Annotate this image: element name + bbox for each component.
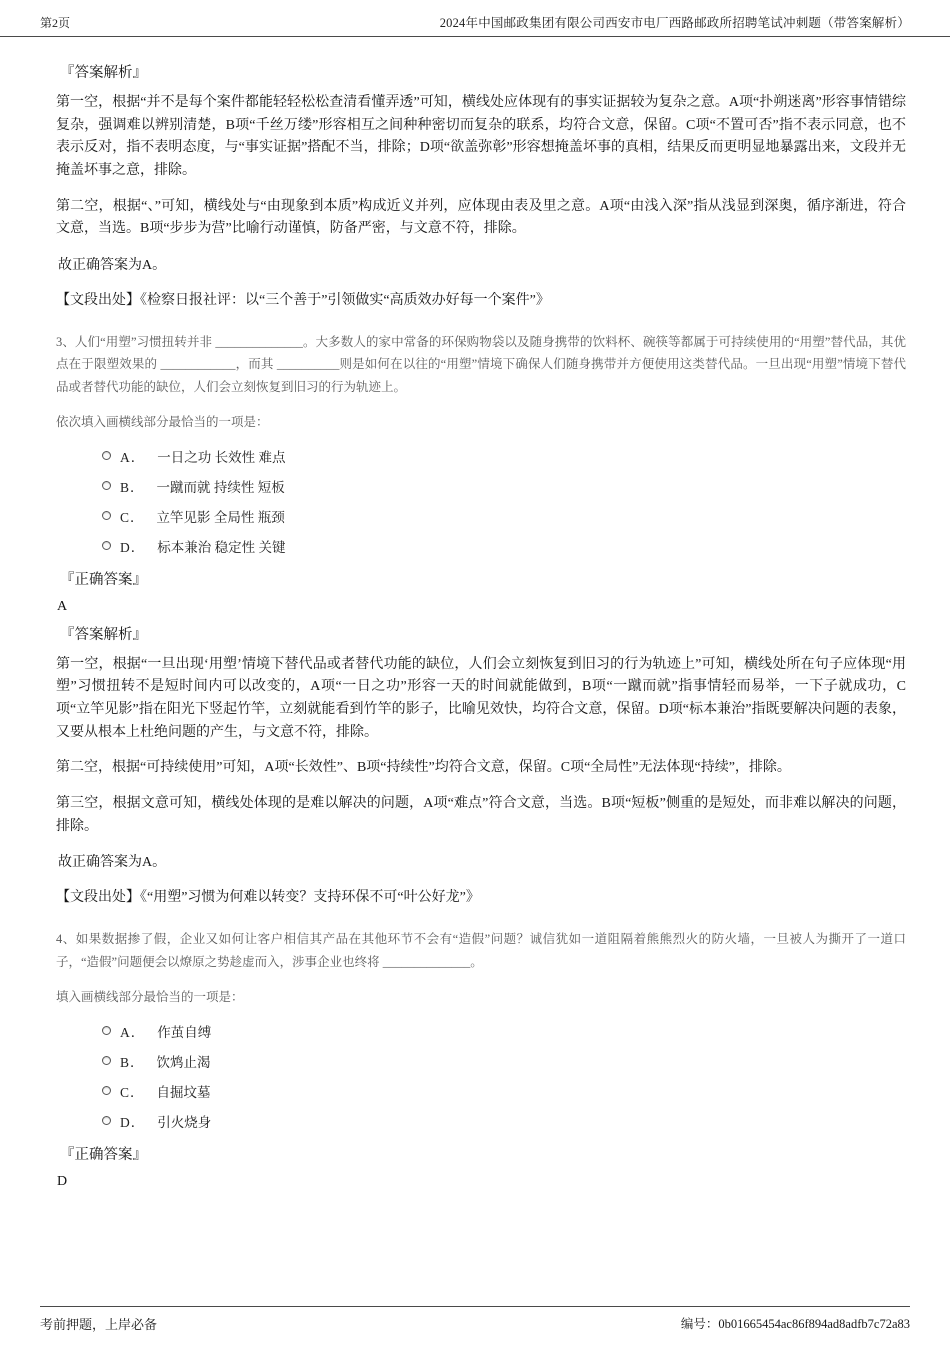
page-content — [0, 37, 950, 1190]
option-letter: A． — [120, 449, 146, 465]
option-letter: D． — [120, 1114, 146, 1130]
option-text: 引火烧身 — [157, 1114, 212, 1130]
radio-button-icon[interactable] — [102, 481, 111, 490]
option-letter: C． — [120, 1084, 145, 1100]
radio-button-icon[interactable] — [102, 1086, 111, 1095]
option-text: 自掘坟墓 — [156, 1084, 211, 1100]
correct-answer-heading: 『正确答案』 — [60, 571, 147, 588]
option-letter: A． — [120, 1024, 146, 1040]
analysis-paragraph: 第一空，根据“并不是每个案件都能轻轻松松查清看懂弄透”可知，横线处应体现有的事实证据较为复杂之意。A项“扑朔迷离”形容事情错综复杂，强调难以辨别清楚，B项“千丝万缕”形容相互之间种种密切而复杂的联系，均符合文意，保留。C项“不置可否”指不表示同意，也不表示反对，指不表明态度，与“事实证据”搭配不当，排除；D项“欲盖弥彰”形容想掩盖坏事的真相，结果反而更明显地暴露出来，文段并无掩盖坏事之意，排除。 — [56, 95, 906, 179]
option-text: 作茧自缚 — [157, 1024, 212, 1040]
analysis-heading: 『答案解析』 — [60, 65, 147, 81]
radio-button-icon[interactable] — [102, 541, 111, 550]
radio-button-icon[interactable] — [102, 1026, 111, 1035]
option-text: 标本兼治 稳定性 关键 — [157, 539, 286, 555]
document-title: 2024年中国邮政集团有限公司西安市电厂西路邮政所招聘笔试冲刺题（带答案解析） — [439, 16, 910, 30]
question3-correct-answer: A — [57, 598, 68, 614]
question3-prompt: 依次填入画横线部分最恰当的一项是： — [56, 414, 269, 429]
analysis-paragraph: 第三空，根据文意可知，横线处体现的是难以解决的问题，A项“难点”符合文意，当选。B项“短板”侧重的是短处，而非难以解决的问题，排除。 — [56, 796, 906, 834]
passage-source: 【文段出处】《检察日报社评：以“三个善于”引领做实“高质效办好每一个案件”》 — [56, 293, 550, 309]
question4-stem: 4、如果数据掺了假，企业又如何让客户相信其产品在其他环节不会有“造假”问题？诚信犹如一道阻隔着熊熊烈火的防火墙，一旦被人为撕开了一道口子，“造假”问题便会以燎原之势趁虚而入，涉事企业也终将 ______________。 — [56, 932, 906, 969]
question4-option-a[interactable] — [102, 1021, 906, 1041]
question3-stem: 3、人们“用塑”习惯扭转并非 ______________。大多数人的家中常备的环保购物袋以及随身携带的饮料杯、碗筷等都属于可持续使用的“用塑”替代品，其优点在于限塑效果的 ____________，而其 __________则是如何在以往的“用塑”情境下确保人们随身携带并方便使用这类替代品。一旦出现“用塑”情境下替代品或者替代功能的缺位，人们会立刻恢复到旧习的行为轨迹上。 — [56, 335, 906, 394]
radio-button-icon[interactable] — [102, 1116, 111, 1125]
question4-prompt: 填入画横线部分最恰当的一项是： — [56, 989, 244, 1004]
option-letter: D． — [120, 539, 146, 555]
question4-option-d[interactable] — [102, 1111, 906, 1131]
page-header — [0, 0, 950, 37]
question4-options — [102, 1021, 906, 1131]
analysis-heading: 『答案解析』 — [60, 626, 147, 643]
analysis-paragraph: 第一空，根据“一旦出现‘用塑’情境下替代品或者替代功能的缺位，人们会立刻恢复到旧习的行为轨迹上”可知，横线处所在句子应体现“用塑”习惯扭转不是短时间内可以改变的，A项“一日之功”形容一天的时间就能做到，B项“一蹴而就”指事情轻而易举，一下子就成功，C项“立竿见影”指在阳光下竖起竹竿，立刻就能看到竹竿的影子，比喻见效快，均符合文意，保留。D项“标本兼治”指既要解决问题的表象，又要从根本上杜绝问题的产生，与文意不符，排除。 — [56, 656, 906, 740]
analysis-conclusion: 故正确答案为A。 — [58, 258, 167, 274]
page-number: 第2页 — [40, 16, 71, 30]
radio-button-icon[interactable] — [102, 451, 111, 460]
correct-answer-heading: 『正确答案』 — [60, 1146, 147, 1163]
question3-option-a[interactable] — [102, 446, 906, 466]
option-letter: B． — [120, 1054, 145, 1070]
footer-serial-number: 编号：0b01665454ac86f894ad8adfb7c72a83 — [680, 1317, 910, 1331]
footer-slogan: 考前押题，上岸必备 — [40, 1317, 158, 1332]
option-letter: B． — [120, 479, 145, 495]
question4-correct-answer: D — [57, 1173, 68, 1189]
radio-button-icon[interactable] — [102, 511, 111, 520]
passage-source: 【文段出处】《“用塑”习惯为何难以转变？支持环保不可“叶公好龙”》 — [56, 890, 480, 906]
page-footer — [40, 1306, 910, 1333]
question3-options — [102, 446, 906, 556]
analysis-conclusion: 故正确答案为A。 — [58, 855, 167, 871]
option-text: 饮鸩止渴 — [156, 1054, 211, 1070]
question3-option-b[interactable] — [102, 476, 906, 496]
radio-button-icon[interactable] — [102, 1056, 111, 1065]
question4-option-c[interactable] — [102, 1081, 906, 1101]
question4-option-b[interactable] — [102, 1051, 906, 1071]
analysis-paragraph: 第二空，根据“、”可知，横线处与“由现象到本质”构成近义并列，应体现由表及里之意。A项“由浅入深”指从浅显到深奥，循序渐进，符合文意，当选。B项“步步为营”比喻行动谨慎，防备严密，与文意不符，排除。 — [56, 198, 906, 237]
question3-option-d[interactable] — [102, 536, 906, 556]
option-letter: C． — [120, 509, 145, 525]
option-text: 立竿见影 全局性 瓶颈 — [156, 509, 285, 525]
option-text: 一日之功 长效性 难点 — [157, 449, 286, 465]
option-text: 一蹴而就 持续性 短板 — [156, 479, 285, 495]
analysis-paragraph: 第二空，根据“可持续使用”可知，A项“长效性”、B项“持续性”均符合文意，保留。C项“全局性”无法体现“持续”，排除。 — [56, 760, 791, 776]
question3-option-c[interactable] — [102, 506, 906, 526]
